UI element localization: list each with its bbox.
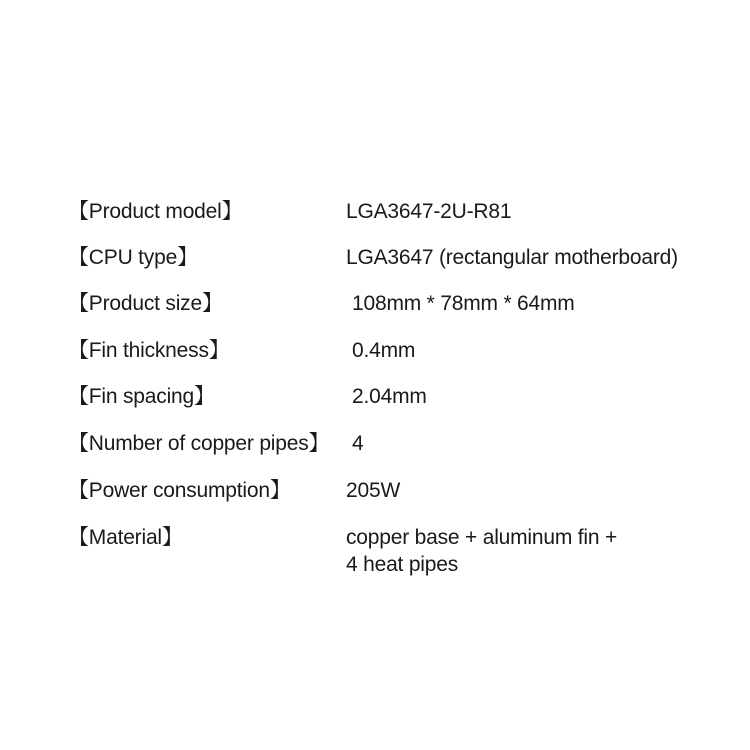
spec-value — [352, 430, 363, 457]
spec-value-line: 2.04mm — [352, 385, 427, 408]
spec-value-line: LGA3647-2U-R81 — [346, 200, 512, 223]
spec-value-line: LGA3647 (rectangular motherboard) — [346, 246, 678, 269]
spec-label: 【Fin spacing】 — [68, 385, 215, 408]
spec-label: 【Product size】 — [68, 292, 223, 315]
spec-label: 【Material】 — [68, 526, 183, 549]
spec-value — [352, 383, 427, 410]
spec-value — [346, 244, 678, 271]
spec-value-line: 108mm * 78mm * 64mm — [352, 292, 575, 315]
spec-value — [352, 290, 575, 317]
spec-value — [346, 198, 511, 225]
spec-label: 【Fin thickness】 — [68, 339, 230, 362]
spec-value — [352, 337, 415, 364]
spec-value — [346, 524, 617, 578]
spec-label: 【Number of copper pipes】 — [68, 432, 330, 455]
spec-value-line: 0.4mm — [352, 339, 416, 362]
spec-value — [346, 477, 400, 504]
spec-value-line: 205W — [346, 479, 401, 502]
spec-label: 【Power consumption】 — [68, 479, 291, 502]
spec-value-line: 4 — [352, 432, 364, 455]
spec-value-line: 4 heat pipes — [346, 553, 459, 576]
spec-label: 【Product model】 — [68, 200, 243, 223]
spec-label: 【CPU type】 — [68, 246, 198, 269]
spec-value-line: copper base + aluminum fin + — [346, 526, 618, 549]
